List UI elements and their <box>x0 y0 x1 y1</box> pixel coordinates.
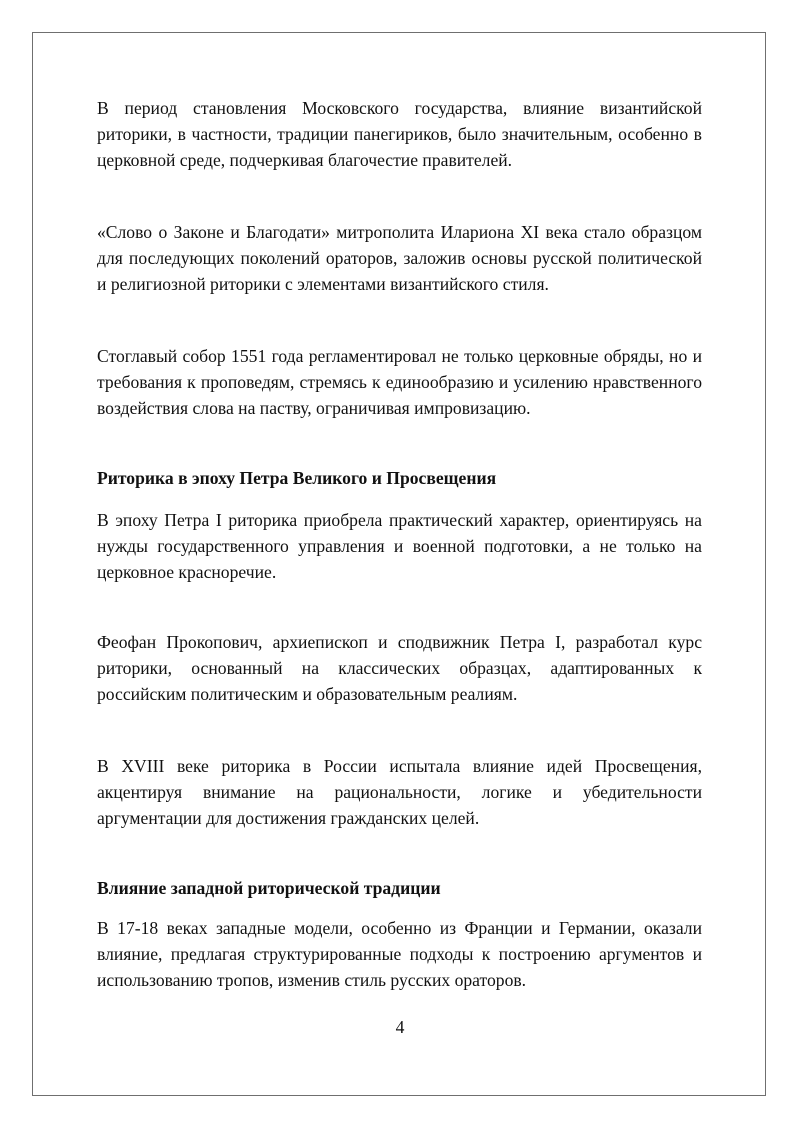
paragraph-stoglav-council: Стоглавый собор 1551 года регламентировал не только церковные обряды, но и требования к проповедям, стремясь к единообразию и усилению нравственного воздействия слова на паству, ограничивая импровизацию. <box>97 346 702 418</box>
paragraph-feofan-prokopovich: Феофан Прокопович, архиепископ и сподвижник Петра I, разработал курс риторики, основанный на классических образцах, адаптированных к российским политическим и образовательным реалиям. <box>97 632 702 704</box>
paragraph-enlightenment: В XVIII веке риторика в России испытала влияние идей Просвещения, акцентируя внимание на рациональности, логике и убедительности аргументации для достижения гражданских целей. <box>97 756 702 828</box>
section-heading-peter-era: Риторика в эпоху Петра Великого и Просвещения <box>97 468 497 488</box>
paragraph-ilarion-sermon: «Слово о Законе и Благодати» митрополита Илариона XI века стало образцом для последующих поколений ораторов, заложив основы русской политической и религиозной риторики с элементами византийского стиля. <box>97 222 702 294</box>
page-number: 4 <box>395 1017 405 1037</box>
paragraph-western-models: В 17-18 веках западные модели, особенно из Франции и Германии, оказали влияние, предлагая структурированные подходы к построению аргументов и использованию тропов, изменив стиль русских ораторов. <box>97 918 702 990</box>
paragraph-byzantine-influence: В период становления Московского государства, влияние византийской риторики, в частности, традиции панегириков, было значительным, особенно в церковной среде, подчеркивая благочестие правителей. <box>97 98 702 170</box>
section-heading-western-tradition: Влияние западной риторической традиции <box>97 878 441 898</box>
paragraph-peter-practical: В эпоху Петра I риторика приобрела практический характер, ориентируясь на нужды государственного управления и военной подготовки, а не только на церковное красноречие. <box>97 510 702 582</box>
